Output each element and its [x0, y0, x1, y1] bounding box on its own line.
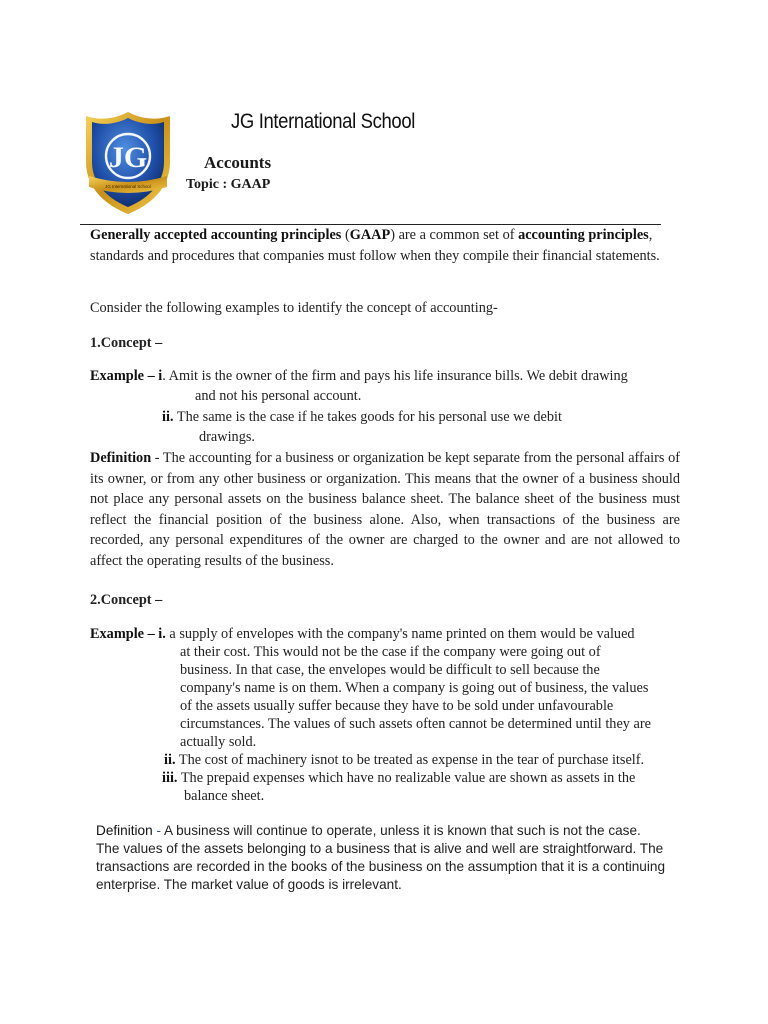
intro-text-a: ( — [341, 227, 350, 243]
example-label: Example – i. — [90, 626, 166, 642]
example-i-text: . Amit is the owner of the firm and pays his life insurance bills. We debit drawing — [162, 368, 628, 384]
gaap-term: Generally accepted accounting principles — [90, 227, 342, 243]
accounting-principles-term: accounting principles — [518, 227, 649, 243]
definition-label: Definition — [96, 823, 153, 838]
concept-2-example-i-cont — [180, 643, 651, 751]
concept-2-example-ii — [164, 751, 644, 769]
example-i-line: company's name is on them. When a company is going out of business, the values — [180, 680, 649, 696]
intro-text-b: ) are a common set of — [390, 227, 519, 243]
example-ii-text: The cost of machinery isnot to be treated as expense in the tear of purchase itself. — [175, 752, 645, 768]
item-label-iii: iii. — [162, 770, 178, 786]
subject-heading: Accounts — [204, 153, 272, 172]
consider-paragraph: Consider the following examples to identify the concept of accounting- — [90, 300, 498, 316]
item-label-ii: ii. — [162, 409, 174, 425]
definition-dash: - — [152, 823, 165, 838]
item-label-i: i — [154, 368, 163, 384]
definition-line: transactions are recorded in the books of the business on the assumption that it is a continuing — [96, 859, 666, 874]
example-i-line: at their cost. This would not be the case if the company were going out of — [180, 644, 601, 660]
definition-label: Definition — [90, 450, 152, 466]
school-name-heading: JG International School — [231, 110, 416, 133]
concept-1-example-i-cont: and not his personal account. — [195, 388, 362, 404]
school-crest-logo — [83, 110, 173, 216]
definition-first-line — [96, 822, 674, 840]
example-ii-text: The same is the case if he takes goods for his personal use we debit — [173, 409, 562, 425]
concept-1-example-i — [90, 366, 628, 387]
intro-text-c: , standards and procedures that companies must follow when they compile their financial statements. — [90, 227, 660, 264]
example-label: Example – — [90, 368, 155, 384]
crest-monogram: JG — [108, 141, 148, 174]
intro-paragraph — [90, 225, 670, 266]
definition-line: A business will continue to operate, unless it is known that such is not the case. — [164, 823, 641, 838]
concept-2-definition — [96, 822, 674, 894]
example-i-line: actually sold. — [180, 734, 257, 750]
crest-ribbon-text: JG International School — [105, 184, 151, 189]
concept-2-example-iii — [162, 769, 635, 787]
concept-1-heading: 1.Concept – — [90, 335, 163, 351]
gaap-abbr: GAAP — [349, 227, 391, 243]
concept-2-example-i — [90, 625, 635, 643]
example-iii-text: The prepaid expenses which have no realizable value are shown as assets in the — [177, 770, 636, 786]
example-i-line: circumstances. The values of such assets often cannot be determined until they are — [180, 716, 651, 732]
definition-text: - The accounting for a business or organization be kept separate from the personal affairs of its owner, or from any other business or organization. This means that the owner of a business should not place any personal assets on the business balance sheet. The balance sheet of the business must reflect the financial position of the business alone. Also, when transactions of the business are recorded, any personal expenditures of the owner are charged to the owner and are not allowed to affect the operating results of the business. — [90, 450, 680, 569]
example-i-line: business. In that case, the envelopes would be difficult to sell because the — [180, 662, 600, 678]
example-i-line: of the assets usually suffer because they have to be sold under unfavourable — [180, 698, 614, 714]
concept-1-definition — [90, 448, 680, 571]
concept-1-example-ii-cont: drawings. — [199, 429, 255, 445]
concept-2-example-iii-cont: balance sheet. — [184, 788, 265, 804]
topic-heading: Topic : GAAP — [186, 177, 271, 192]
definition-line: The values of the assets belonging to a business that is alive and well are straightforward. The — [96, 841, 664, 856]
concept-1-example-ii — [162, 407, 562, 428]
example-i-text: a supply of envelopes with the company's name printed on them would be valued — [165, 626, 635, 642]
item-label-ii: ii. — [164, 752, 176, 768]
definition-line: enterprise. The market value of goods is irrelevant. — [96, 877, 402, 892]
concept-2-heading: 2.Concept – — [90, 592, 163, 608]
